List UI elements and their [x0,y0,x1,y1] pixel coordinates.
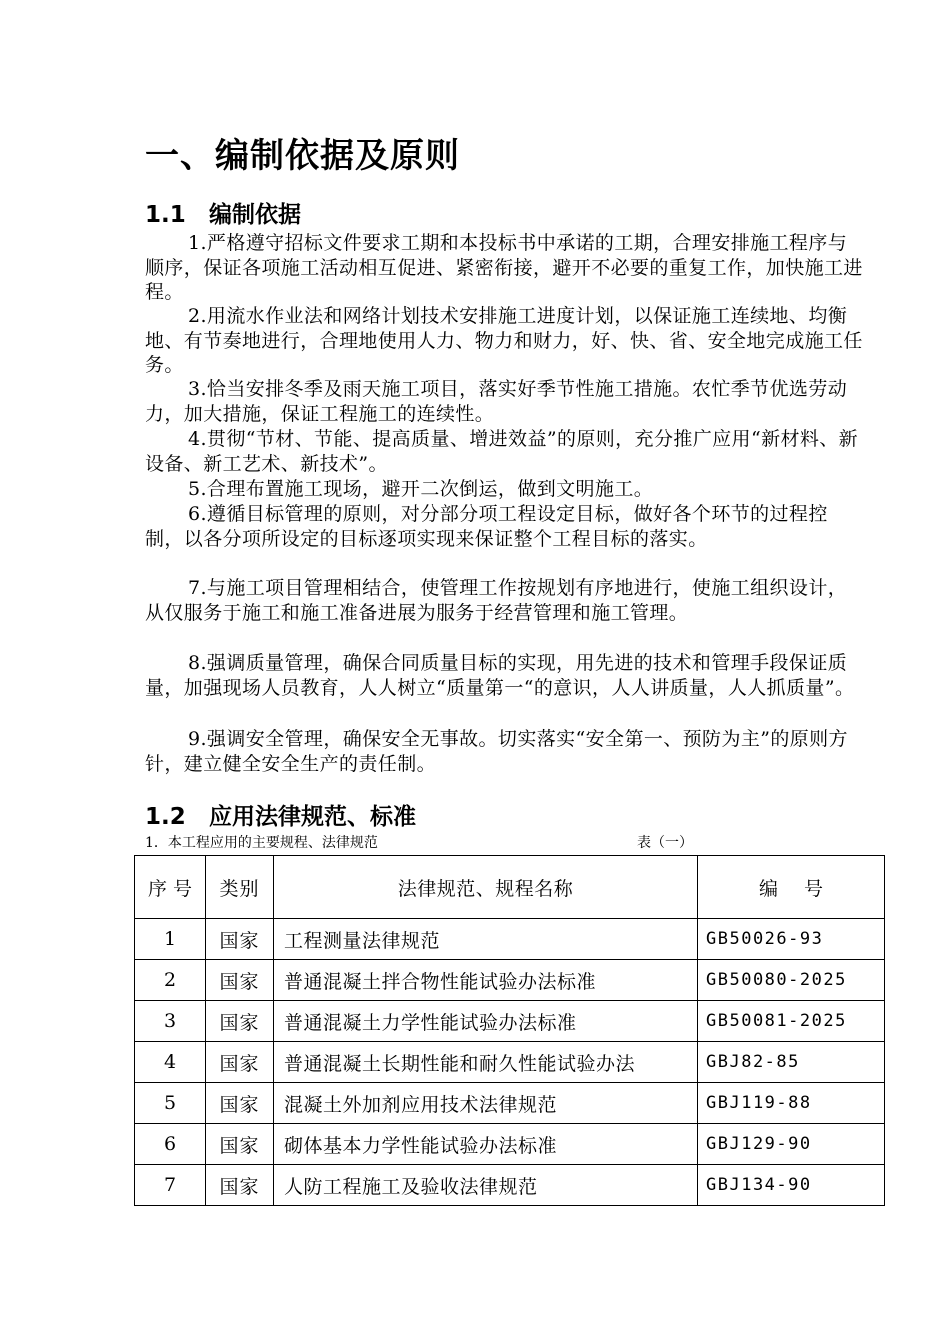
header-code: 编 号 [698,856,885,919]
row-code: GB50080-2025 [698,960,885,1001]
row-serial: 5 [135,1083,206,1124]
row-category: 国家 [206,1042,274,1083]
row-name: 普通混凝土拌合物性能试验办法标准 [274,960,698,1001]
row-code: GB50081-2025 [698,1001,885,1042]
basis-item-6: 6.遵循目标管理的原则，对分部分项工程设定目标，做好各个环节的过程控制，以各分项所设定的目标逐项实现来保证整个工程目标的落实。 [145,503,828,550]
header-serial: 序 号 [135,856,206,919]
basis-item-5: 5.合理布置施工现场，避开二次倒运，做到文明施工。 [188,478,654,500]
row-category: 国家 [206,1124,274,1165]
row-serial: 7 [135,1165,206,1206]
basis-item-2: 2.用流水作业法和网络计划技术安排施工进度计划，以保证施工连续地、均衡地、有节奏地进行，合理地使用人力、物力和财力，好、快、省、安全地完成施工任务。 [145,305,863,376]
table-row [135,1083,885,1124]
subsection-title: 应用法律规范、标准 [209,804,416,830]
row-code: GBJ119-88 [698,1083,885,1124]
row-name: 混凝土外加剂应用技术法律规范 [274,1083,698,1124]
subsection-number: 1.2 [145,804,186,830]
table-header-row [135,856,885,919]
table-row [135,919,885,960]
row-code: GBJ129-90 [698,1124,885,1165]
row-category: 国家 [206,960,274,1001]
table-row [135,1124,885,1165]
section-title: 一、编制依据及原则 [145,136,460,176]
header-name: 法律规范、规程名称 [274,856,698,919]
subsection-heading-1-1 [145,196,301,229]
basis-item-4: 4.贯彻“节材、节能、提高质量、增进效益”的原则，充分推广应用“新材料、新设备、新工艺术、新技术”。 [145,428,859,475]
subsection-number: 1.1 [145,202,186,228]
row-name: 砌体基本力学性能试验办法标准 [274,1124,698,1165]
row-code: GBJ134-90 [698,1165,885,1206]
row-category: 国家 [206,1083,274,1124]
table-row [135,960,885,1001]
row-category: 国家 [206,919,274,960]
basis-item-7: 7.与施工项目管理相结合，使管理工作按规划有序地进行，使施工组织设计，从仅服务于施工和施工准备进展为服务于经营管理和施工管理。 [145,577,848,624]
row-category: 国家 [206,1165,274,1206]
table-row [135,1165,885,1206]
row-name: 人防工程施工及验收法律规范 [274,1165,698,1206]
row-name: 工程测量法律规范 [274,919,698,960]
subsection-title: 编制依据 [209,202,301,228]
row-serial: 2 [135,960,206,1001]
standards-table [134,855,885,1206]
row-code: GBJ82-85 [698,1042,885,1083]
table-label: 表（一） [637,835,693,851]
row-category: 国家 [206,1001,274,1042]
row-name: 普通混凝土力学性能试验办法标准 [274,1001,698,1042]
row-name: 普通混凝土长期性能和耐久性能试验办法 [274,1042,698,1083]
row-serial: 4 [135,1042,206,1083]
row-serial: 6 [135,1124,206,1165]
basis-item-9: 9.强调安全管理，确保安全无事故。切实落实“安全第一、预防为主”的原则方针，建立健全安全生产的责任制。 [145,728,848,775]
basis-item-8: 8.强调质量管理，确保合同质量目标的实现，用先进的技术和管理手段保证质量，加强现场人员教育，人人树立“质量第一“的意识，人人讲质量，人人抓质量”。 [145,652,855,699]
subsection-heading-1-2 [145,798,416,831]
basis-item-3: 3.恰当安排冬季及雨天施工项目，落实好季节性施工措施。农忙季节优选劳动力，加大措施，保证工程施工的连续性。 [145,378,848,425]
header-category: 类别 [206,856,274,919]
row-code: GB50026-93 [698,919,885,960]
row-serial: 3 [135,1001,206,1042]
basis-item-1: 1.严格遵守招标文件要求工期和本投标书中承诺的工期，合理安排施工程序与顺序，保证各项施工活动相互促进、紧密衔接，避开不必要的重复工作，加快施工进程。 [145,232,863,303]
table-row [135,1042,885,1083]
table-row [135,1001,885,1042]
table-caption: 1．本工程应用的主要规程、法律规范 [145,835,378,851]
row-serial: 1 [135,919,206,960]
